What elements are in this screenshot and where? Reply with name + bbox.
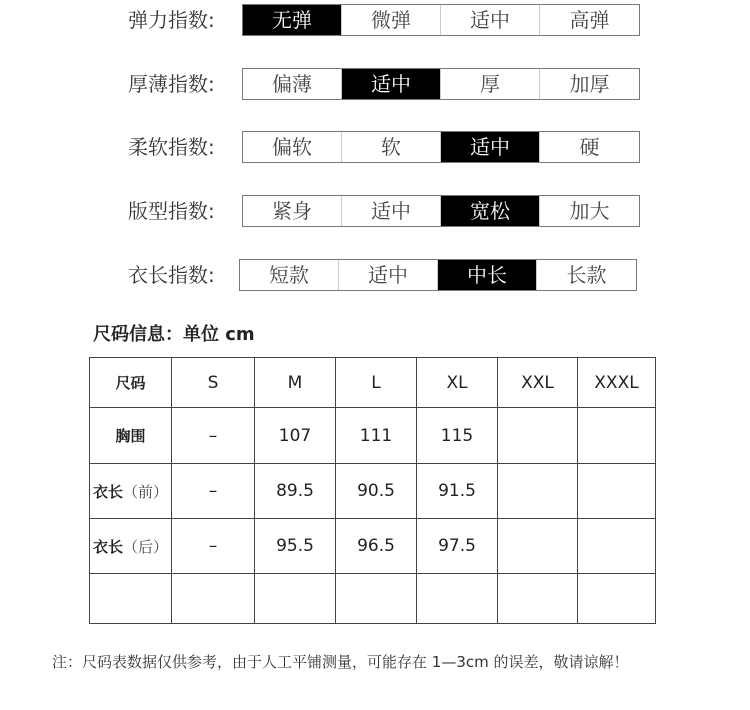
size-info-title: 尺码信息：单位 cm [93, 324, 255, 345]
index-option: 厚 [441, 69, 540, 99]
index-option: 偏软 [243, 132, 342, 162]
size-note: 注：尺码表数据仅供参考，由于人工平铺测量，可能存在 1—3cm 的误差，敬请谅解！ [52, 653, 629, 671]
index-option: 高弹 [569, 8, 610, 32]
size-cell: 107 [255, 408, 336, 464]
index-scale [239, 259, 637, 291]
table-row [90, 519, 656, 574]
size-cell [578, 519, 656, 574]
size-cell: 96.5 [336, 519, 417, 574]
measure-qualifier: （后） [123, 537, 169, 556]
size-header-cell: XXL [498, 358, 578, 408]
size-cell [578, 408, 656, 464]
index-scale [242, 68, 640, 100]
size-header-cell: M [255, 358, 336, 408]
table-row [90, 574, 656, 624]
size-cell: 89.5 [255, 464, 336, 519]
size-cell [498, 408, 578, 464]
index-option: 长款 [566, 263, 607, 287]
size-header-cell: XL [417, 358, 498, 408]
index-option: 偏薄 [243, 69, 342, 99]
index-option-selected: 适中 [342, 69, 441, 99]
size-header-cell: XXXL [578, 358, 656, 408]
size-header-row [90, 358, 656, 408]
index-option: 适中 [342, 196, 441, 226]
index-option: 短款 [240, 260, 339, 290]
size-row-label [90, 464, 172, 519]
size-cell: – [172, 519, 255, 574]
index-option: 硬 [579, 135, 600, 159]
size-cell [498, 574, 578, 624]
size-cell [255, 574, 336, 624]
index-option: 加大 [569, 199, 610, 223]
index-scale [242, 131, 640, 163]
index-option: 加厚 [569, 72, 610, 96]
index-option: 微弹 [342, 5, 441, 35]
size-cell: – [172, 464, 255, 519]
size-cell: – [172, 408, 255, 464]
size-cell: 115 [417, 408, 498, 464]
size-table [89, 357, 656, 624]
size-cell: 111 [336, 408, 417, 464]
index-option: 紧身 [243, 196, 342, 226]
index-scale [242, 195, 640, 227]
index-option-selected: 中长 [438, 260, 537, 290]
size-header-label: 尺码 [90, 358, 172, 408]
size-row-label [90, 574, 172, 624]
index-label: 衣长指数: [128, 263, 215, 287]
measure-qualifier: （前） [123, 482, 169, 501]
index-option-selected: 宽松 [441, 196, 540, 226]
size-row-label [90, 408, 172, 464]
measure-name: 衣长 [92, 537, 123, 556]
size-cell [498, 464, 578, 519]
index-label: 弹力指数: [128, 8, 215, 32]
measure-name: 衣长 [92, 482, 123, 501]
index-option-selected: 适中 [441, 132, 540, 162]
index-label: 柔软指数: [128, 135, 215, 159]
size-cell [498, 519, 578, 574]
index-label: 厚薄指数: [128, 72, 215, 96]
index-option: 适中 [339, 260, 438, 290]
size-cell [578, 464, 656, 519]
size-cell: 95.5 [255, 519, 336, 574]
size-header-cell: L [336, 358, 417, 408]
table-row [90, 464, 656, 519]
size-row-label [90, 519, 172, 574]
index-label: 版型指数: [128, 199, 215, 223]
index-option-selected: 无弹 [243, 5, 342, 35]
size-cell: 91.5 [417, 464, 498, 519]
index-option: 软 [342, 132, 441, 162]
size-cell: 97.5 [417, 519, 498, 574]
table-row [90, 408, 656, 464]
size-cell [172, 574, 255, 624]
size-cell: 90.5 [336, 464, 417, 519]
size-cell [336, 574, 417, 624]
size-header-cell: S [172, 358, 255, 408]
measure-name: 胸围 [115, 427, 146, 445]
size-cell [417, 574, 498, 624]
index-scale [242, 4, 640, 36]
index-option: 适中 [441, 5, 540, 35]
size-cell [578, 574, 656, 624]
